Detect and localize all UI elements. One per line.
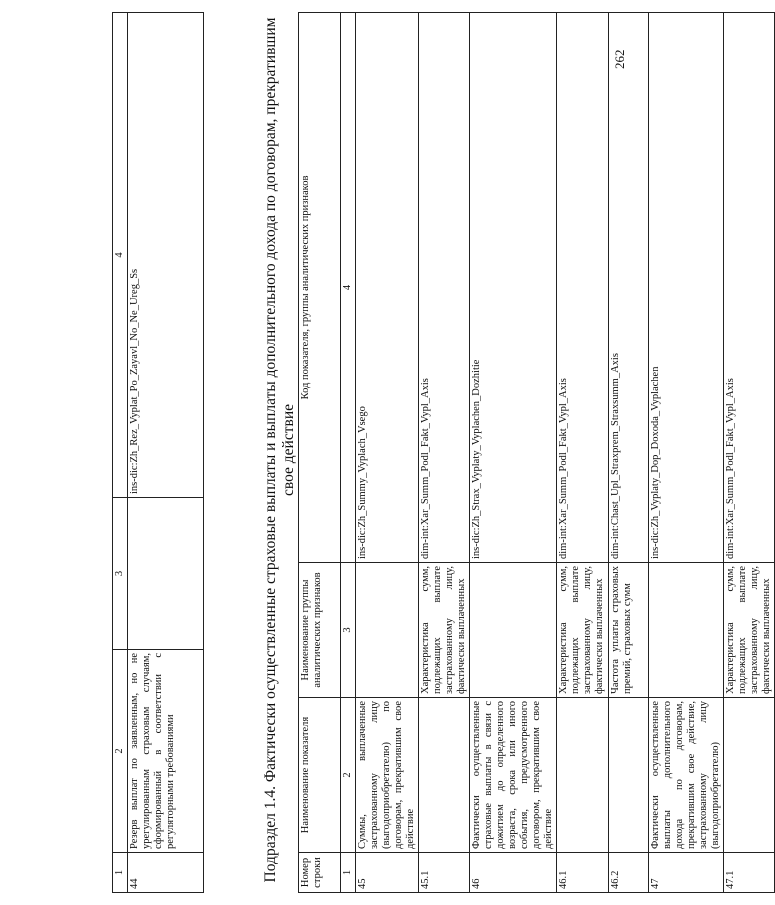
- indicator-code: dim-int:Chast_Upl_Straxprem_Straxsumm_Axis: [609, 13, 649, 563]
- indicator-code: ins-dic:Zh_Summy_Vyplach_Vsego: [356, 13, 419, 563]
- table-row: [128, 13, 204, 893]
- indicator-name: [724, 698, 775, 853]
- header-code: Код показателя, группы аналитических признаков: [299, 13, 341, 563]
- table-row: [724, 13, 775, 893]
- indicator-name: [557, 698, 609, 853]
- indicator-name: Фактически осуществленные выплаты дополнительного дохода по договорам, прекратившим свое действие, застрахованному лицу (выгодоприобретателю): [649, 698, 724, 853]
- group-name: Характеристика сумм, подлежащих выплате застрахованному лицу, фактически выплаченных: [419, 563, 470, 698]
- table-row: [609, 13, 649, 893]
- indicator-code: ins-dic:Zh_Strax_Vyplaty_Vyplachen_Dozhitie: [470, 13, 557, 563]
- index-cell: 4: [341, 13, 356, 563]
- table-row: [557, 13, 609, 893]
- indicator-code: dim-int:Xar_Summ_Podl_Fakt_Vypl_Axis: [557, 13, 609, 563]
- index-cell: 1: [341, 853, 356, 893]
- row-number: 47: [649, 853, 724, 893]
- table-row: [649, 13, 724, 893]
- row-number: 47.1: [724, 853, 775, 893]
- group-name: Характеристика сумм, подлежащих выплате застрахованному лицу, фактически выплаченных: [557, 563, 609, 698]
- group-name: Характеристика сумм, подлежащих выплате застрахованному лицу, фактически выплаченных: [724, 563, 775, 698]
- table-row: [470, 13, 557, 893]
- header-row: [299, 13, 341, 893]
- indicator-code: ins-dic:Zh_Rez_Vyplat_Po_Zayavl_No_Ne_Ureg_Ss: [128, 13, 204, 498]
- row-number: 45.1: [419, 853, 470, 893]
- index-cell: 2: [341, 698, 356, 853]
- row-number: 46.1: [557, 853, 609, 893]
- group-name: [128, 498, 204, 650]
- index-cell: 3: [113, 498, 128, 650]
- index-cell: 2: [113, 650, 128, 853]
- group-name: [356, 563, 419, 698]
- header-name: Наименование показателя: [299, 698, 341, 853]
- indicators-table: [298, 12, 775, 893]
- group-name: [649, 563, 724, 698]
- continuation-table: [112, 12, 204, 893]
- indicator-name: Суммы, выплаченные застрахованному лицу (выгодоприобретателю) по договорам, прекратившим свое действие: [356, 698, 419, 853]
- subsection-title: Подраздел 1.4. Фактически осуществленные страховые выплаты и выплаты дополнительного дохода по договорам, прекратившим свое действие: [262, 17, 297, 883]
- table-row: [356, 13, 419, 893]
- row-number: 46.2: [609, 853, 649, 893]
- index-cell: 1: [113, 853, 128, 893]
- row-number: 46: [470, 853, 557, 893]
- indicator-code: ins-dic:Zh_Vyplaty_Dop_Doxoda_Vyplachen: [649, 13, 724, 563]
- table-row: [419, 13, 470, 893]
- group-name: Частота уплаты страховых премий, страховых сумм: [609, 563, 649, 698]
- indicator-name: Резерв выплат по заявленным, но не урегулированным страховым случаям, сформированный в соответствии с регуляторными требованиями: [128, 650, 204, 853]
- index-cell: 4: [113, 13, 128, 498]
- row-number: 44: [128, 853, 204, 893]
- indicator-name: Фактически осуществленные страховые выплаты в связи с дожитием до определенного возраста, срока или иного события, предусмотренного договором, прекратившим свое действие: [470, 698, 557, 853]
- page-number: 262: [612, 49, 627, 69]
- indicator-name: [419, 698, 470, 853]
- index-row: [341, 13, 356, 893]
- header-group: Наименование группы аналитических признаков: [299, 563, 341, 698]
- index-row: [113, 13, 128, 893]
- index-cell: 3: [341, 563, 356, 698]
- indicator-code: dim-int:Xar_Summ_Podl_Fakt_Vypl_Axis: [419, 13, 470, 563]
- group-name: [470, 563, 557, 698]
- indicator-code: dim-int:Xar_Summ_Podl_Fakt_Vypl_Axis: [724, 13, 775, 563]
- header-num: Номер строки: [299, 853, 341, 893]
- indicator-name: [609, 698, 649, 853]
- row-number: 45: [356, 853, 419, 893]
